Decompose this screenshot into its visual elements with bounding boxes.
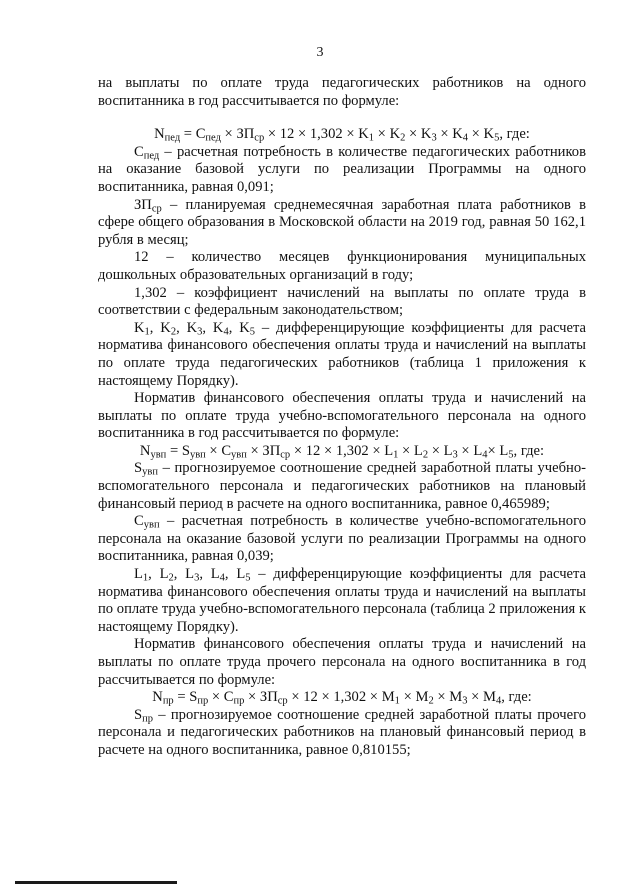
formula-n-ped: $N_{пед} = С_{пед} \times ЗП_{ср} \times 12 \times 1,302 \times K_1 \times K_2 \times K_3 \times K_4 \times K_5$, где: <box>154 126 530 144</box>
paragraph: $S_{пр}$ – прогнозируемое соотношение средней заработной платы прочего персонала и педагогических работников на плановый финансовый период в расчете на одного воспитанника, равное 0,810155; <box>98 706 586 758</box>
formula-n-pr: $N_{пр} = S_{пр} \times С_{пр} \times ЗП_{ср} \times 12 \times 1,302 \times M_1 \times M_2 \times M_3 \times M_4$, где: <box>152 689 532 707</box>
paragraph: $С_{пед}$ – расчетная потребность в количестве педагогических работников на оказание базовой услуги по реализации Программы на одного воспитанника, равная 0,091; <box>98 143 586 195</box>
paragraph: Норматив финансового обеспечения оплаты труда и начислений на выплаты по оплате труда прочего персонала на одного воспитанника в год рассчитывается по формуле: <box>98 636 586 688</box>
paragraph: на выплаты по оплате труда педагогических работников на одного воспитанника в год рассчитывается по формуле: <box>98 75 586 109</box>
page-number: 3 <box>316 45 324 60</box>
formula-n-uvp: $N_{увп} = S_{увп} \times С_{увп} \times ЗП_{ср} \times 12 \times 1,302 \times L_1 \times L_2 \times L_3 \times L_4\times L_5$, где: <box>139 442 545 461</box>
paragraph: $K_1$, $K_2$, $K_3$, $K_4$, $K_5$ – дифференцирующие коэффициенты для расчета норматива финансового обеспечения оплаты труда и начислений на выплаты по оплате труда педагогических работников (таблица 1 приложения к настоящему Порядку). <box>98 319 587 389</box>
paragraph: $S_{увп}$ – прогнозируемое соотношение средней заработной платы учебно-вспомогательного персонала и педагогических работников на плановый финансовый период в расчете на одного воспитанника, равное 0,465989; <box>98 460 586 512</box>
paragraph: Норматив финансового обеспечения оплаты труда и начислений на выплаты по оплате труда учебно-вспомогательного персонала на одного воспитанника в год рассчитывается по формуле: <box>98 390 586 442</box>
paragraph: $С_{увп}$ – расчетная потребность в количестве учебно-вспомогательного персонала на оказание базовой услуги по реализации Программы на одного воспитанника, равная 0,039; <box>98 513 586 565</box>
paragraph: $L_1$, $L_2$, $L_3$, $L_4$, $L_5$ – дифференцирующие коэффициенты для расчета норматива финансового обеспечения оплаты труда и начислений на выплаты по оплате труда учебно-вспомогательного персонала (таблица 2 приложения к настоящему Порядку). <box>98 566 587 635</box>
paragraph: $ЗП_{ср}$ – планируемая среднемесячная заработная плата работников в сфере общего образования в Московской области на 2019 год, равная 50 162,1 рубля в месяц; <box>98 196 586 248</box>
paragraph: 12 – количество месяцев функционирования муниципальных дошкольных образовательных организаций в году; <box>98 249 586 283</box>
document-body <box>98 75 586 760</box>
paragraph: 1,302 – коэффициент начислений на выплаты по оплате труда в соответствии с федеральным законодательством; <box>98 284 586 319</box>
footer-rule <box>15 881 177 884</box>
